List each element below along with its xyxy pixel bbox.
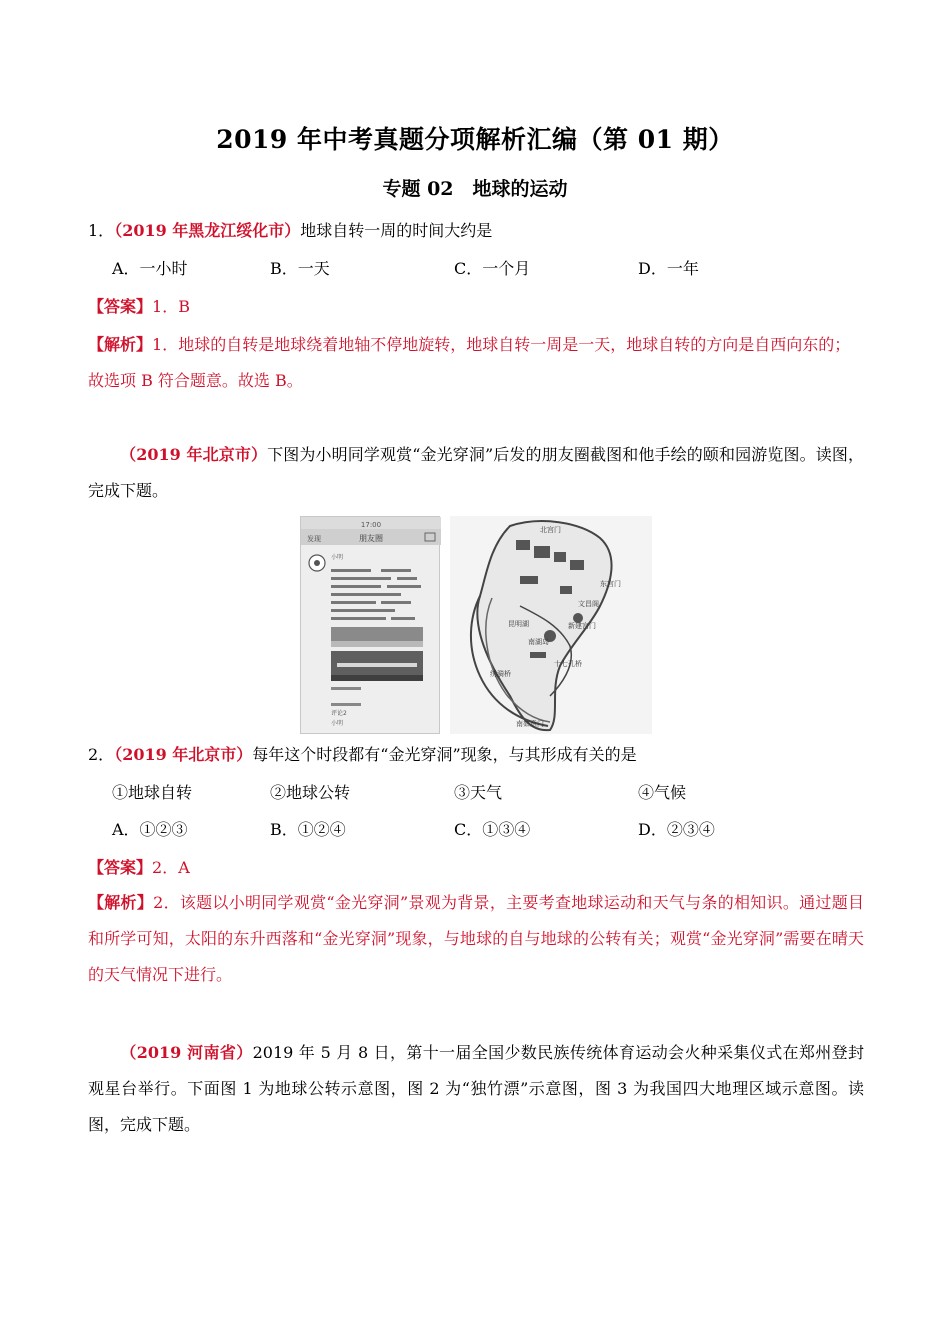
question-1 — [88, 220, 492, 242]
item-1: ①地球自转 — [112, 783, 193, 802]
question-2 — [88, 744, 637, 766]
wechat-moments-screenshot — [300, 516, 440, 734]
answer-text: 2．A — [152, 858, 190, 877]
phone-header-label: 朋友圈 — [359, 534, 383, 543]
option-d: D．一年 — [638, 259, 699, 278]
map-wenchang: 文昌阁 — [578, 600, 599, 608]
question-stem: 地球自转一周的时间大约是 — [300, 221, 493, 240]
phone-name: 小明 — [331, 554, 344, 561]
option-a: A．①②③ — [112, 820, 188, 839]
analysis-tag: 【解析】 — [88, 893, 154, 912]
item-2: ②地球公转 — [270, 783, 351, 802]
option-b: B．一天 — [270, 259, 330, 278]
phone-back-label: 发现 — [307, 535, 321, 543]
intro-henan — [88, 1035, 864, 1143]
answer-2 — [88, 857, 190, 879]
intro-text: 下图为小明同学观赏“金光穿洞”后发的朋友圈截图和他手绘的颐和园游览图。读图，完成下题。 — [88, 445, 864, 500]
answer-tag: 【答案】 — [88, 297, 153, 316]
analysis-text: 1．地球的自转是地球绕着地轴不停地旋转，地球自转一周是一天，地球自转的方向是自西向东的； — [152, 335, 851, 354]
map-south-lake-island: 南湖岛 — [528, 638, 549, 646]
map-17-arch-bridge: 十七孔桥 — [554, 660, 582, 668]
question-number: 1． — [88, 221, 115, 240]
intro-text: 2019 年 5 月 8 日，第十一届全国少数民族传统体育运动会火种采集仪式在郑州登封观星台举行。下面图 1 为地球公转示意图，图 2 为“独竹漂”示意图，图 3 为我国四大地理区域示意图。读图，完成下题。 — [88, 1043, 864, 1134]
question-stem: 每年这个时段都有“金光穿洞”现象，与其形成有关的是 — [252, 745, 637, 764]
section-subtitle: 专题 02 地球的运动 — [382, 178, 568, 200]
question-source: （2019 年北京市） — [114, 745, 253, 764]
map-gate-east: 东宫门 — [600, 580, 621, 588]
map-gate-bottom: 南如意门 — [516, 720, 544, 728]
answer-text: 1．B — [152, 297, 190, 316]
item-4: ④气候 — [638, 783, 687, 802]
map-xiuyi-bridge: 绣漪桥 — [490, 670, 511, 678]
item-3: ③天气 — [454, 783, 503, 802]
analysis-tag: 【解析】 — [88, 335, 153, 354]
phone-drawing — [301, 517, 441, 735]
option-a: A．一小时 — [112, 259, 188, 278]
analysis-2 — [88, 885, 864, 993]
option-c: C．①③④ — [454, 820, 531, 839]
map-new-gate: 新建宫门 — [568, 622, 596, 630]
option-c: C．一个月 — [454, 259, 531, 278]
intro-source: （2019 河南省） — [120, 1043, 253, 1062]
document-title: 2019 年中考真题分项解析汇编（第 01 期） — [216, 125, 734, 154]
question-source: （2019 年黑龙江绥化市） — [114, 221, 301, 240]
map-drawing — [450, 516, 652, 734]
figure-moments-and-map — [300, 516, 652, 734]
analysis-1-line-1 — [88, 334, 850, 356]
map-kunming-lake: 昆明湖 — [508, 620, 529, 628]
phone-time: 17:00 — [360, 521, 382, 529]
option-b: B．①②④ — [270, 820, 346, 839]
phone-like: 小明 — [331, 720, 344, 727]
summer-palace-map — [450, 516, 652, 734]
map-gate-top: 北宫门 — [540, 526, 561, 534]
question-number: 2． — [88, 745, 115, 764]
answer-1 — [88, 296, 190, 318]
intro-source: （2019 年北京市） — [120, 445, 268, 464]
analysis-text: 2．该题以小明同学观赏“金光穿洞”景观为背景，主要考查地球运动和天气与条的相知识。通过题目和所学可知，太阳的东升西落和“金光穿洞”现象，与地球的自与地球的公转有关；观赏“金光穿洞”需要在晴天的天气情况下进行。 — [88, 893, 864, 984]
option-d: D．②③④ — [638, 820, 715, 839]
intro-beijing — [88, 437, 864, 509]
phone-comment: 评论2 — [331, 710, 347, 717]
analysis-1-line-2: 故选项 B 符合题意。故选 B。 — [88, 371, 303, 390]
answer-tag: 【答案】 — [88, 858, 153, 877]
